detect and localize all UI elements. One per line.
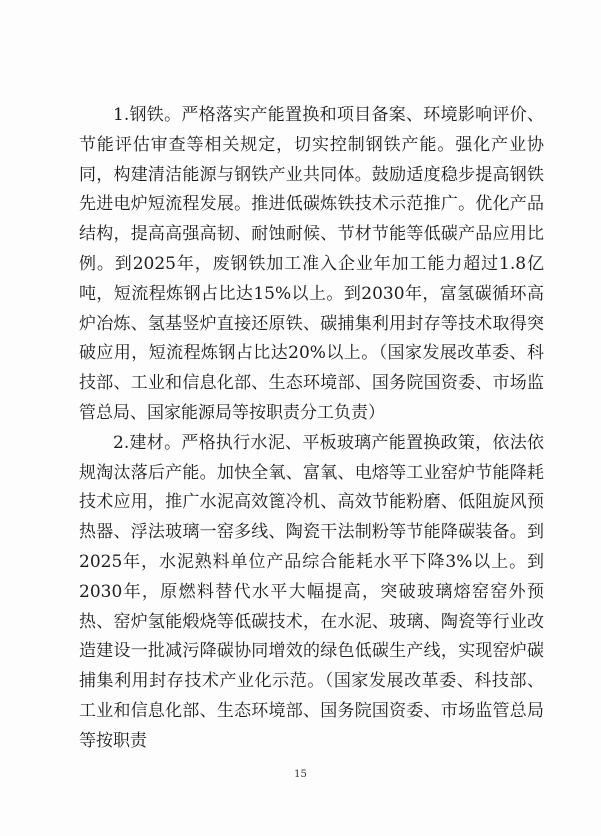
paragraph-building-materials: 2.建材。严格执行水泥、平板玻璃产能置换政策，依法依规淘汰落后产能。加快全氧、富氧、电熔等工业窑炉节能降耗技术应用，推广水泥高效篦冷机、高效节能粉磨、低阻旋风预热器、浮法玻璃一窑多线、陶瓷干法制粉等节能降碳装备。到2025年，水泥熟料单位产品综合能耗水平下降3%以上。到2030年，原燃料替代水平大幅提高，突破玻璃熔窑窑外预热、窑炉氢能煅烧等低碳技术，在水泥、玻璃、陶瓷等行业改造建设一批减污降碳协同增效的绿色低碳生产线，实现窑炉碳捕集利用封存技术产业化示范。（国家发展改革委、科技部、工业和信息化部、生态环境部、国务院国资委、市场监管总局等按职责: [79, 432, 544, 751]
page-number: 15: [294, 769, 307, 780]
document-body: [79, 101, 544, 757]
paragraph-steel: 1.钢铁。严格落实产能置换和项目备案、环境影响评价、节能评估审查等相关规定，切实控制钢铁产能。强化产业协同，构建清洁能源与钢铁产业共同体。鼓励适度稳步提高钢铁先进电炉短流程发展。推进低碳炼铁技术示范推广。优化产品结构，提高高强高韧、耐蚀耐候、节材节能等低碳产品应用比例。到2025年，废钢铁加工准入企业年加工能力超过1.8亿吨，短流程炼钢占比达15%以上。到2030年，富氢碳循环高炉冶炼、氢基竖炉直接还原铁、碳捕集利用封存等技术取得突破应用，短流程炼钢占比达20%以上。（国家发展改革委、科技部、工业和信息化部、生态环境部、国务院国资委、市场监管总局、国家能源局等按职责分工负责）: [79, 105, 544, 423]
